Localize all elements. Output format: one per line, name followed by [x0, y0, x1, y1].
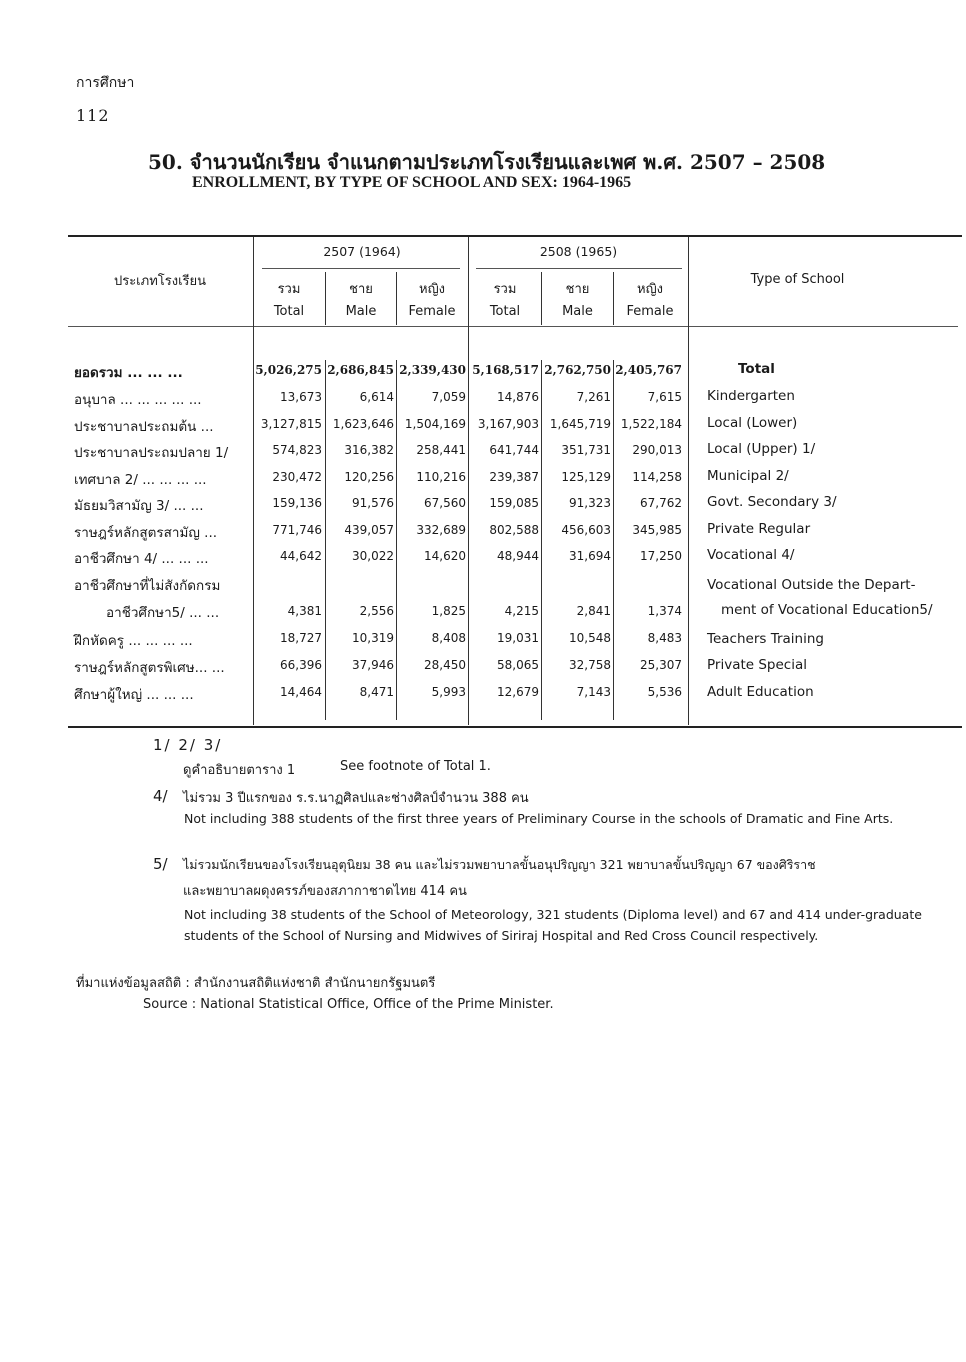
- footnote-4-english: Not including 388 students of the first three years of Preliminary Course in the schools of Dramatic and Fine Arts.: [184, 811, 894, 826]
- row-label-english: Adult Education: [707, 684, 814, 700]
- row-label-english: Teachers Training: [707, 631, 824, 647]
- cell-1964-total: 771,746: [272, 523, 322, 537]
- cell-1965-male: 1,645,719: [549, 417, 611, 431]
- source-thai: ที่มาแห่งข้อมูลสถิติ : สำนักงานสถิติแห่งชาติ สำนักนายกรัฐมนตรี: [76, 976, 436, 991]
- section-name: การศึกษา: [76, 75, 135, 91]
- header-male-english: Male: [345, 304, 377, 319]
- page-number: 112: [76, 106, 110, 125]
- cell-1965-total: 802,588: [489, 523, 539, 537]
- cell-1964-female: 110,216: [416, 470, 466, 484]
- cell-1964-total: 4,381: [287, 604, 322, 618]
- header-male-english: Male: [562, 304, 593, 319]
- cell-1964-female: 5,993: [431, 685, 466, 699]
- cell-1965-total: 14,876: [497, 390, 539, 404]
- row-label-thai: ฝึกหัดครู ... ... ... ...: [74, 633, 193, 649]
- header-type-english: Type of School: [750, 272, 845, 287]
- footnote-5-thai-line2: และพยาบาลผดุงครรภ์ของสภากาชาดไทย 414 คน: [183, 884, 467, 899]
- table-title-english: ENROLLMENT, BY TYPE OF SCHOOL AND SEX: 1964-1965: [192, 174, 632, 191]
- table-top-rule: [68, 235, 962, 237]
- cell-1964-total: 159,136: [272, 496, 322, 510]
- cell-1964-female: 1,504,169: [404, 417, 466, 431]
- cell-1964-total: 44,642: [280, 549, 322, 563]
- row-label-thai: ยอดรวม ... ... ...: [74, 365, 183, 381]
- row-label-english: Vocational Outside the Depart-: [707, 577, 916, 593]
- cell-1965-male: 456,603: [561, 523, 611, 537]
- row-label-english: Local (Upper) 1/: [707, 441, 816, 457]
- footnote-1-3-thai: ดูคำอธิบายตาราง 1: [183, 763, 296, 778]
- cell-1964-male: 91,576: [352, 496, 394, 510]
- cell-1965-male: 7,261: [576, 390, 611, 404]
- header-male-thai: ชาย: [349, 282, 373, 297]
- cell-1965-total: 3,167,903: [477, 417, 539, 431]
- cell-1965-total: 58,065: [497, 658, 539, 672]
- cell-1964-total: 66,396: [280, 658, 322, 672]
- cell-1964-male: 2,556: [359, 604, 394, 618]
- cell-1965-male: 91,323: [569, 496, 611, 510]
- row-label-english: Total: [738, 361, 775, 377]
- cell-1964-total: 574,823: [272, 443, 322, 457]
- row-label-thai: อาชีวศึกษาที่ไม่สังกัดกรม: [74, 578, 221, 594]
- cell-1964-female: 258,441: [416, 443, 466, 457]
- cell-1964-male: 1,623,646: [332, 417, 394, 431]
- header-female-english: Female: [408, 304, 456, 319]
- header-total-thai: รวม: [277, 282, 301, 297]
- cell-1965-total: 12,679: [497, 685, 539, 699]
- cell-1965-total: 159,085: [489, 496, 539, 510]
- cell-1964-female: 28,450: [424, 658, 466, 672]
- footnote-1-3-english: See footnote of Total 1.: [340, 759, 491, 774]
- cell-1964-male: 6,614: [359, 390, 394, 404]
- row-label-thai: ประชาบาลประถมปลาย 1/: [74, 445, 229, 461]
- source-english: Source : National Statistical Office, Office of the Prime Minister.: [143, 997, 554, 1012]
- year2-underline: [476, 268, 682, 269]
- row-label-english: ment of Vocational Education5/: [721, 602, 933, 618]
- cell-1964-total: 230,472: [272, 470, 322, 484]
- cell-1964-female: 332,689: [416, 523, 466, 537]
- cell-1964-male: 10,319: [352, 631, 394, 645]
- row-label-english: Private Special: [707, 657, 807, 673]
- footnote-5-thai-line1: ไม่รวมนักเรียนของโรงเรียนอุตุนิยม 38 คน และไม่รวมพยาบาลขั้นอนุปริญญา 321 พยาบาลขั้นปริญญา 67 ของศิริราช: [183, 857, 816, 872]
- cell-1964-male: 30,022: [352, 549, 394, 563]
- row-label-english: Local (Lower): [707, 415, 798, 431]
- cell-1965-male: 125,129: [561, 470, 611, 484]
- col-divider: [688, 237, 689, 725]
- row-label-thai: อาชีวศึกษา5/ ... ...: [106, 605, 220, 621]
- year1-underline: [262, 268, 460, 269]
- cell-1964-female: 1,825: [431, 604, 466, 618]
- header-total-thai: รวม: [493, 282, 517, 297]
- cell-1965-female: 114,258: [632, 470, 682, 484]
- header-year-1965: 2508 (1965): [539, 244, 618, 259]
- cell-1965-female: 345,985: [632, 523, 682, 537]
- cell-1965-male: 2,841: [576, 604, 611, 618]
- cell-1964-male: 120,256: [344, 470, 394, 484]
- cell-1965-female: 25,307: [640, 658, 682, 672]
- footnote-mark-5: 5/: [153, 855, 168, 873]
- header-female-thai: หญิง: [419, 282, 445, 297]
- cell-1965-female: 5,536: [647, 685, 682, 699]
- cell-1965-total: 641,744: [489, 443, 539, 457]
- cell-1964-total: 3,127,815: [260, 417, 322, 431]
- cell-1964-male: 8,471: [359, 685, 394, 699]
- cell-1965-male: 31,694: [569, 549, 611, 563]
- cell-1964-total: 18,727: [280, 631, 322, 645]
- header-bottom-rule: [68, 326, 958, 327]
- cell-1965-male: 10,548: [569, 631, 611, 645]
- cell-1965-female: 17,250: [640, 549, 682, 563]
- cell-1965-female: 7,615: [647, 390, 682, 404]
- cell-1965-male: 7,143: [576, 685, 611, 699]
- footnote-4-thai: ไม่รวม 3 ปีแรกของ ร.ร.นาฏศิลปและช่างศิลป์จำนวน 388 คน: [183, 791, 529, 806]
- header-year-1964: 2507 (1964): [323, 244, 401, 259]
- cell-1965-total: 4,215: [504, 604, 539, 618]
- cell-1964-total: 14,464: [280, 685, 322, 699]
- table-title-thai: 50. จำนวนนักเรียน จำแนกตามประเภทโรงเรียนและเพศ พ.ศ. 2507 – 2508: [148, 150, 826, 174]
- cell-1964-male: 2,686,845: [327, 363, 394, 377]
- row-label-thai: อนุบาล ... ... ... ... ...: [74, 392, 202, 408]
- footnote-marks-1-3: 1/ 2/ 3/: [153, 736, 223, 754]
- footnote-5-english: Not including 38 students of the School of Meteorology, 321 students (Diploma level) and 67 and 414 under-graduate students of the School of Nursing and Midwives of Siriraj Hospital and Red Cross Council respectively.: [184, 907, 922, 943]
- row-label-english: Kindergarten: [707, 388, 795, 404]
- cell-1965-female: 290,013: [632, 443, 682, 457]
- row-label-thai: เทศบาล 2/ ... ... ... ...: [74, 472, 207, 488]
- row-label-english: Private Regular: [707, 521, 811, 537]
- cell-1964-female: 2,339,430: [399, 363, 466, 377]
- row-label-thai: ราษฎร์หลักสูตรพิเศษ... ...: [74, 660, 225, 676]
- cell-1964-male: 316,382: [344, 443, 394, 457]
- row-label-thai: ประชาบาลประถมต้น ...: [74, 419, 214, 435]
- cell-1964-total: 5,026,275: [255, 363, 322, 377]
- header-total-english: Total: [273, 304, 305, 319]
- header-female-thai: หญิง: [637, 282, 663, 297]
- header-female-english: Female: [626, 304, 674, 319]
- header-male-thai: ชาย: [565, 282, 590, 297]
- row-label-english: Municipal 2/: [707, 468, 789, 484]
- cell-1965-female: 2,405,767: [615, 363, 682, 377]
- cell-1965-total: 239,387: [489, 470, 539, 484]
- cell-1964-female: 14,620: [424, 549, 466, 563]
- cell-1965-female: 8,483: [647, 631, 682, 645]
- cell-1965-total: 5,168,517: [472, 363, 539, 377]
- cell-1964-female: 67,560: [424, 496, 466, 510]
- header-type-thai: ประเภทโรงเรียน: [113, 274, 207, 289]
- row-label-english: Govt. Secondary 3/: [707, 494, 837, 510]
- cell-1965-female: 1,374: [647, 604, 682, 618]
- row-label-english: Vocational 4/: [707, 547, 795, 563]
- footnote-mark-4: 4/: [153, 787, 168, 805]
- cell-1965-female: 1,522,184: [620, 417, 682, 431]
- table-bottom-rule: [68, 726, 962, 728]
- cell-1964-female: 7,059: [431, 390, 466, 404]
- row-label-thai: อาชีวศึกษา 4/ ... ... ...: [74, 551, 209, 567]
- header-total-english: Total: [489, 304, 521, 319]
- cell-1965-male: 2,762,750: [544, 363, 611, 377]
- cell-1965-total: 19,031: [497, 631, 539, 645]
- row-label-thai: มัธยมวิสามัญ 3/ ... ...: [74, 498, 204, 514]
- cell-1964-male: 37,946: [352, 658, 394, 672]
- cell-1965-male: 32,758: [569, 658, 611, 672]
- cell-1965-male: 351,731: [561, 443, 611, 457]
- cell-1964-female: 8,408: [431, 631, 466, 645]
- row-label-thai: ศึกษาผู้ใหญ่ ... ... ...: [74, 687, 194, 703]
- row-label-thai: ราษฎร์หลักสูตรสามัญ ...: [74, 525, 218, 541]
- cell-1964-male: 439,057: [344, 523, 394, 537]
- cell-1964-total: 13,673: [280, 390, 322, 404]
- cell-1965-total: 48,944: [497, 549, 539, 563]
- cell-1965-female: 67,762: [640, 496, 682, 510]
